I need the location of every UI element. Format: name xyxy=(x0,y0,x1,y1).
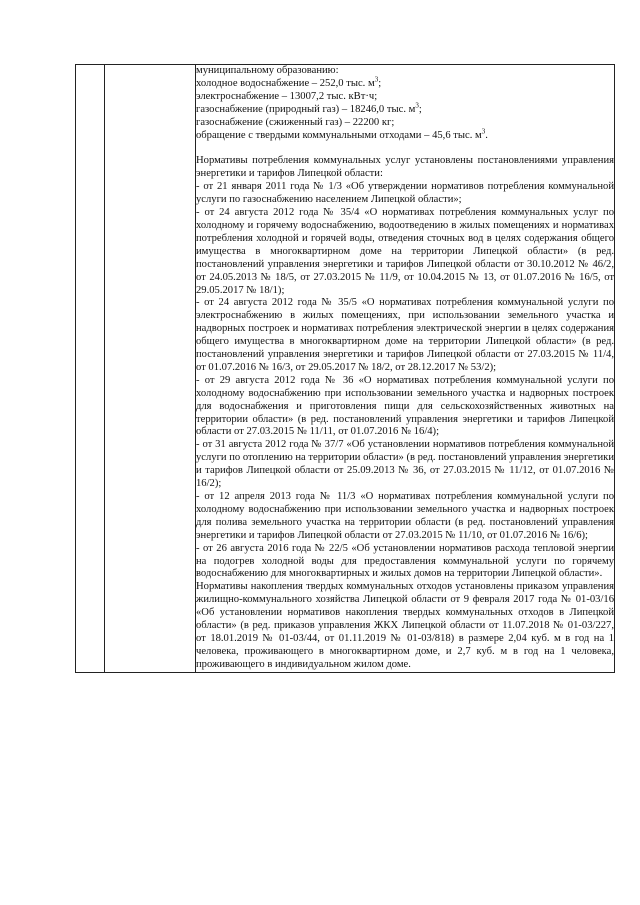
content-text xyxy=(196,65,614,672)
waste-norms-paragraph: Нормативы накопления твердых коммунальных отходов установлены приказом управления жилищно-коммунального хозяйства Липецкой области от 9 февраля 2017 года № 01-03/16 «Об установлении нормативов накопления твердых коммунальных отходов в Липецкой области» (в ред. приказов управления ЖКХ Липецкой области от 11.07.2018 № 01-03/227, от 18.01.2019 № 01-03/44, от 01.11.2019 № 01-03/818) в размере 2,04 куб. м в год на 1 человека, проживающего в многоквартирном доме, и 2,7 куб. м в год на 1 человека, проживающего в индивидуальном жилом доме. xyxy=(196,581,614,670)
norms-heading: Нормативы потребления коммунальных услуг установлены постановлениями управления энергетики и тарифов Липецкой области: xyxy=(196,155,614,180)
volume-item: холодное водоснабжение – 252,0 тыс. $м^3$; xyxy=(196,75,382,89)
norm-item: - от 12 апреля 2013 года № 11/3 «О нормативах потребления коммунальной услуги по холодному водоснабжению при использовании земельного участка и надворных построек для полива земельного участка на территории области (в ред. постановлений управления энергетики и тарифов Липецкой области от 27.03.2015 № 11/10, от 01.07.2016 № 16/6); xyxy=(196,491,614,541)
volume-item: обращение с твердыми коммунальными отходами – 45,6 тыс. $м^3$. xyxy=(196,127,488,141)
volume-list xyxy=(196,75,614,143)
norm-item: - от 24 августа 2012 года № 35/5 «О нормативах потребления коммунальной услуги по электроснабжению в жилых помещениях, при использовании земельного участка и надворных построек и нормативах потребления электрической энергии в целях содержания общего имущества в многоквартирном доме на территории Липецкой области» (в ред. постановлений управления энергетики и тарифов Липецкой области от 27.03.2015 № 11/4, от 01.07.2016 № 16/3, от 29.05.2017 № 18/2, от 28.12.2017 № 53/2); xyxy=(196,297,614,373)
intro-heading: муниципальному образованию: xyxy=(196,65,339,76)
volume-item: электроснабжение – 13007,2 тыс. кВт·ч; xyxy=(196,90,378,102)
norm-item: - от 26 августа 2016 года № 22/5 «Об установлении нормативов расхода тепловой энергии на подогрев холодной воды для предоставления коммунальной услуги по горячему водоснабжению для многоквартирных и жилых домов на территории Липецкой области». xyxy=(196,542,614,580)
norm-item: - от 31 августа 2012 года № 37/7 «Об установлении нормативов потребления коммунальной услуги по отоплению на территории области» (в ред. постановлений управления энергетики и тарифов Липецкой области от 25.09.2013 № 36, от 27.03.2015 № 11/12, от 01.07.2016 № 16/2); xyxy=(196,439,614,490)
norm-item: - от 21 января 2011 года № 1/3 «Об утверждении нормативов потребления коммунальной услуги по газоснабжению населением Липецкой области»; xyxy=(196,181,614,206)
norm-item: - от 29 августа 2012 года № 36 «О нормативах потребления коммунальной услуги по холодному водоснабжению при использовании земельного участка и надворных построек для водоснабжения и приготовления пищи для сельскохозяйственных животных на территории области» (в ред. постановлений управления энергетики и тарифов Липецкой области от 27.03.2015 № 11/11, от 01.07.2016 № 16/4); xyxy=(196,374,614,438)
volume-item: газоснабжение (природный газ) – 18246,0 тыс. $м^3$; xyxy=(196,101,422,115)
norm-item: - от 24 августа 2012 года № 35/4 «О нормативах потребления коммунальных услуг по холодному и горячему водоснабжению, водоотведению в жилых помещениях и нормативах потребления холодной и горячей воды, отведения сточных вод в целях содержания общего имущества в многоквартирном доме на территории Липецкой области» (в ред. постановлений управления энергетики и тарифов Липецкой области от 30.10.2012 № 46/2, от 24.05.2013 № 18/5, от 27.03.2015 № 11/9, от 10.04.2015 № 13, от 01.07.2016 № 16/5, от 29.05.2017 № 18/1); xyxy=(196,207,614,296)
table-cell-name xyxy=(105,65,196,673)
table-cell-content xyxy=(196,65,615,673)
volume-item: газоснабжение (сжиженный газ) – 22200 кг; xyxy=(196,116,395,128)
table-row xyxy=(76,65,615,673)
paragraph-gap xyxy=(196,142,614,155)
table-cell-number xyxy=(76,65,105,673)
document-table xyxy=(75,64,615,673)
